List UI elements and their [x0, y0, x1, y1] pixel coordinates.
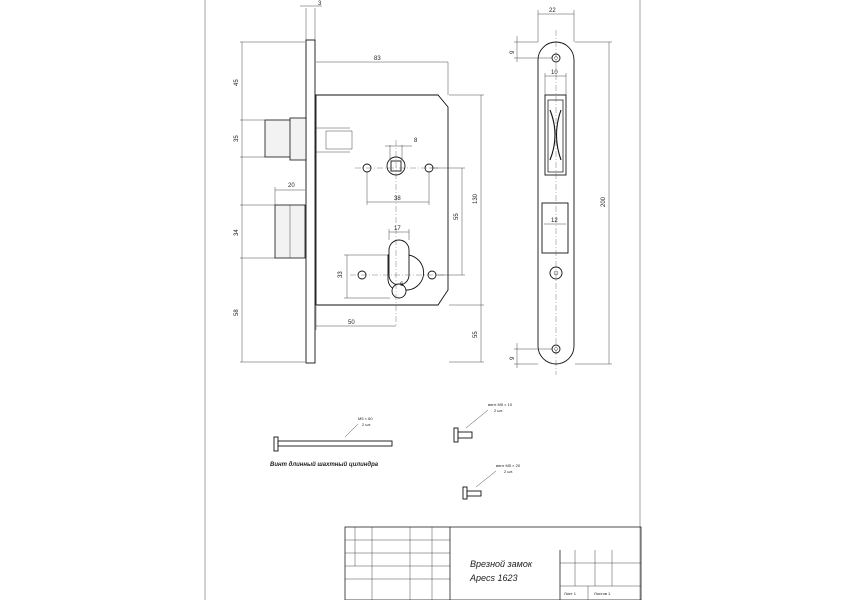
- dim-plate-width: 22: [549, 8, 556, 14]
- dim-cylinder-width: 17: [394, 226, 401, 232]
- short-screw-spec: винт М5 × 10: [488, 402, 513, 407]
- title-line-1: Врезной замок: [470, 559, 533, 569]
- cylinder-cam: [392, 284, 406, 298]
- lock-side-view: [265, 40, 448, 363]
- short-screw-shaft: [458, 432, 472, 438]
- dim-handle-spacing: 38: [394, 196, 401, 202]
- short-screw-leader: [466, 410, 488, 428]
- wood-screw-qty: 2 шт.: [504, 469, 514, 474]
- short-screw-head: [454, 428, 458, 442]
- dim-plate-height: 200: [601, 196, 607, 207]
- dim-latch-throw: 20: [288, 183, 295, 189]
- wood-screw-shaft: [467, 491, 481, 496]
- wood-screw-spec: винт М5 × 20: [496, 463, 521, 468]
- dim-bolt-bottom: 58: [234, 309, 240, 316]
- bolt-window: [542, 203, 568, 253]
- sheet-count: Листов 1: [594, 591, 611, 596]
- latch-bolt-head: [290, 118, 306, 160]
- dim-bolt-height: 34: [234, 229, 240, 236]
- wood-screw-leader: [476, 471, 496, 487]
- dim-handle-square: 8: [414, 138, 418, 144]
- dim-plate-top-hole: 9: [510, 50, 516, 54]
- dim-cylinder-small: 6: [400, 282, 404, 288]
- dim-body-height: 130: [473, 193, 479, 204]
- long-screw-qty: 2 шт.: [362, 422, 372, 427]
- dim-backset: 50: [348, 320, 355, 326]
- sheet-number: Лист 1: [564, 591, 577, 596]
- faceplate-side: [306, 40, 315, 363]
- long-screw-shaft: [278, 441, 392, 446]
- dim-latch-top: 45: [234, 79, 240, 86]
- title-block: [345, 527, 641, 600]
- faceplate-front-view: [538, 30, 574, 375]
- dim-latch-height: 35: [234, 135, 240, 142]
- hardware-section: [270, 402, 521, 499]
- long-screw-leader: [345, 424, 358, 437]
- long-screw-head: [274, 437, 278, 451]
- long-screw-spec: М5 × 60: [358, 416, 373, 421]
- dim-faceplate-thickness: 3: [318, 1, 322, 7]
- dim-plate-bolt-width: 12: [551, 218, 558, 224]
- short-screw-qty: 2 шт.: [494, 408, 504, 413]
- dim-plate-latch-width: 10: [551, 70, 558, 76]
- dim-spindle-to-cylinder: 55: [454, 213, 460, 220]
- dim-cylinder-height: 33: [338, 271, 344, 278]
- dim-bottom-offset: 55: [473, 331, 479, 338]
- wood-screw-head: [463, 487, 467, 499]
- cylinder-cutout: [389, 240, 409, 285]
- dim-plate-bottom-hole: 9: [510, 356, 516, 360]
- title-line-2: Apecs 1623: [470, 573, 518, 583]
- hardware-caption: Винт длинный шахтный цилиндра: [270, 462, 379, 468]
- dim-body-width: 83: [374, 56, 381, 62]
